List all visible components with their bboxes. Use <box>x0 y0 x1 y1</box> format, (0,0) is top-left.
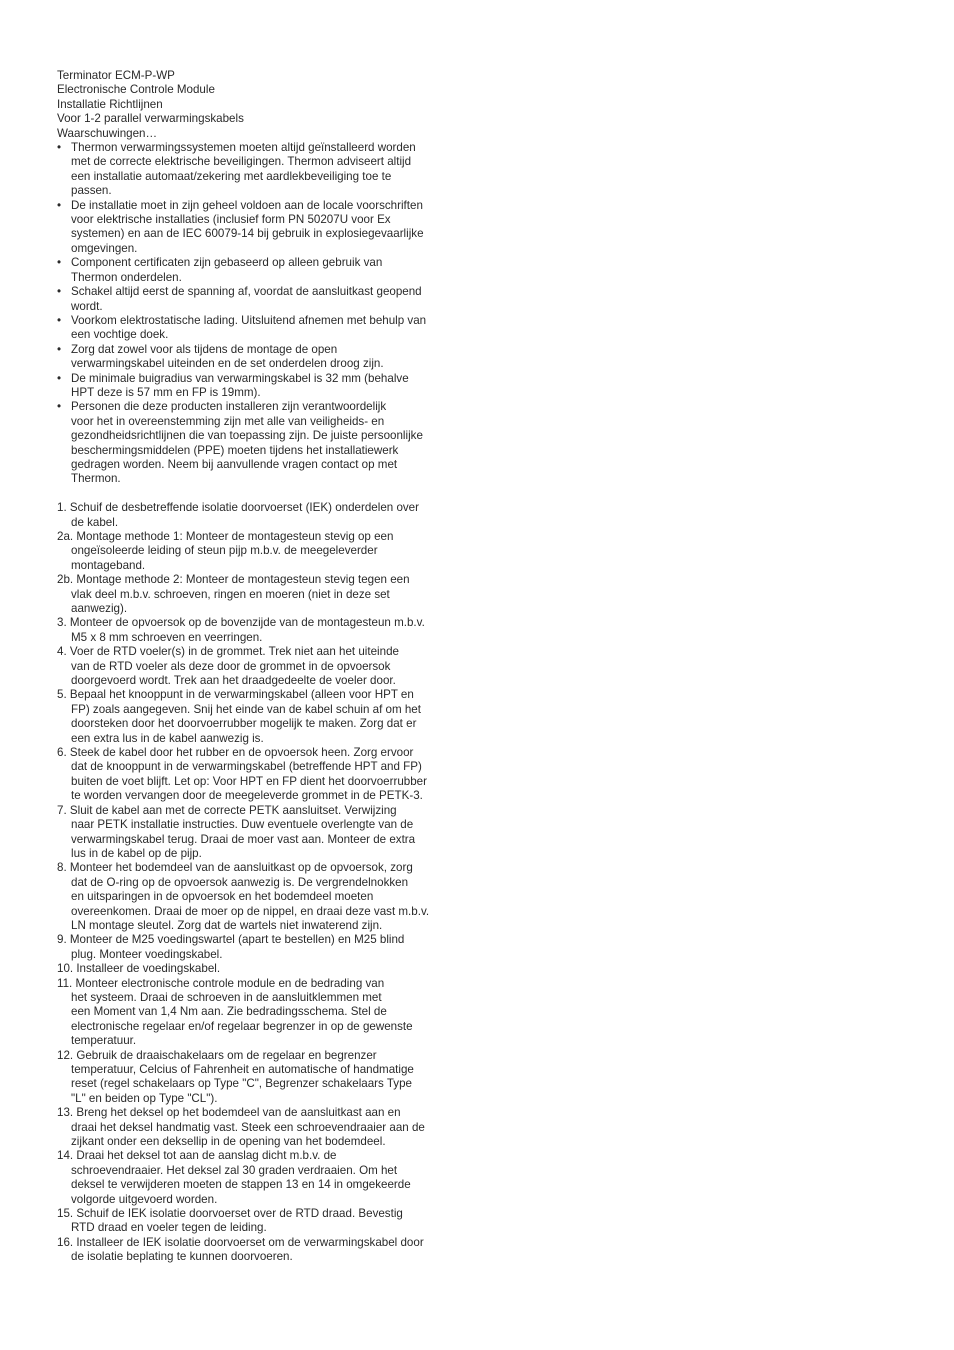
step-line: te worden vervangen door de meegeleverde grommet in de PETK-3. <box>71 789 423 803</box>
bullet-marker: • <box>57 371 62 385</box>
step-line: dat de O-ring op de opvoersok aanwezig is. De vergrendelnokken <box>71 875 409 889</box>
step-line: 1. Schuif de desbetreffende isolatie doorvoerset (IEK) onderdelen over <box>57 501 419 515</box>
step-item <box>57 573 477 616</box>
step-line: verwarmingskabel terug. Draai de moer vast aan. Monteer de extra <box>71 832 416 846</box>
step-line: overeenkomen. Draai de moer op de nippel, en draai deze vast m.b.v. <box>71 904 430 918</box>
step-line: naar PETK installatie instructies. Duw eventuele overlengte van de <box>71 818 414 832</box>
warning-line: wordt. <box>71 299 103 313</box>
header-line: Installatie Richtlijnen <box>57 97 163 111</box>
step-line: 7. Sluit de kabel aan met de correcte PETK aansluitset. Verwijzing <box>57 803 397 817</box>
warning-line: beschermingsmiddelen (PPE) moeten tijdens het installatiewerk <box>71 443 399 457</box>
section-spacer <box>57 487 477 501</box>
step-item <box>57 1207 477 1236</box>
warning-item <box>57 256 477 285</box>
step-item <box>57 933 477 962</box>
step-line: 15. Schuif de IEK isolatie doorvoerset over de RTD draad. Bevestig <box>57 1207 403 1221</box>
installation-steps <box>57 501 477 1265</box>
step-item <box>57 1236 477 1265</box>
step-line: electronische regelaar en/of regelaar begrenzer in op de gewenste <box>71 1019 413 1033</box>
step-item <box>57 1049 477 1107</box>
step-line: lus in de kabel op de pijp. <box>71 846 202 860</box>
warning-item <box>57 343 477 372</box>
bullet-marker: • <box>57 141 62 155</box>
step-item <box>57 501 477 530</box>
warning-item <box>57 314 477 343</box>
warning-line: Schakel altijd eerst de spanning af, voordat de aansluitkast geopend <box>71 285 422 299</box>
step-line: de kabel. <box>71 515 119 529</box>
step-line: buiten de voet blijft. Let op: Voor HPT en FP dient het doorvoerrubber <box>71 774 427 788</box>
step-line: vlak deel m.b.v. schroeven, ringen en moeren (niet in deze set <box>71 587 390 601</box>
warning-line: Component certificaten zijn gebaseerd op alleen gebruik van <box>71 256 383 270</box>
warning-item <box>57 285 477 314</box>
step-line: "L" en beiden op Type "CL"). <box>71 1091 218 1105</box>
step-line: aanwezig). <box>71 602 128 616</box>
warning-line: Thermon onderdelen. <box>71 270 182 284</box>
header-line: Voor 1-2 parallel verwarmingskabels <box>57 112 244 126</box>
step-item <box>57 962 477 976</box>
step-line: montageband. <box>71 558 146 572</box>
warning-line: omgevingen. <box>71 241 138 255</box>
step-line: 4. Voer de RTD voeler(s) in de grommet. Trek niet aan het uiteinde <box>57 645 399 659</box>
step-line: M5 x 8 mm schroeven en veerringen. <box>71 630 263 644</box>
step-item <box>57 688 477 746</box>
warning-line: een installatie automaat/zekering met aardlekbeveiliging toe te <box>71 169 392 183</box>
step-line: doorgevoerd wordt. Trek aan het draadgedeelte de voeler door. <box>71 674 396 688</box>
bullet-marker: • <box>57 400 62 414</box>
warning-line: Voorkom elektrostatische lading. Uitsluitend afnemen met behulp van <box>71 313 427 327</box>
step-line: en uitsparingen in de opvoersok en het bodemdeel moeten <box>71 890 374 904</box>
warning-line: Thermon verwarmingssystemen moeten altijd geïnstalleerd worden <box>71 141 416 155</box>
document-page <box>57 69 477 1265</box>
header-line: Waarschuwingen… <box>57 126 158 140</box>
warning-line: voor het in overeenstemming zijn met alle van veiligheids- en <box>71 414 385 428</box>
warning-line: Personen die deze producten installeren zijn verantwoordelijk <box>71 400 387 414</box>
step-line: 12. Gebruik de draaischakelaars om de regelaar en begrenzer <box>57 1048 377 1062</box>
step-line: een extra lus in de kabel aanwezig is. <box>71 731 264 745</box>
step-line: ongeïsoleerde leiding of steun pijp m.b.v. de meegeleverder <box>71 544 378 558</box>
step-line: temperatuur. <box>71 1034 137 1048</box>
step-item <box>57 645 477 688</box>
warning-line: met de correcte elektrische beveiligingen. Thermon adviseert altijd <box>71 155 412 169</box>
warnings-list <box>57 141 477 487</box>
step-line: doorsteken door het doorvoerrubber mogelijk te maken. Zorg dat er <box>71 717 417 731</box>
step-item <box>57 1106 477 1149</box>
warning-line: gedragen worden. Neem bij aanvullende vragen contact op met <box>71 457 398 471</box>
warning-line: Zorg dat zowel voor als tijdens de montage de open <box>71 342 338 356</box>
step-line: plug. Monteer voedingskabel. <box>71 947 223 961</box>
warning-line: De installatie moet in zijn geheel voldoen aan de locale voorschriften <box>71 198 423 212</box>
step-line: 6. Steek de kabel door het rubber en de opvoersok heen. Zorg ervoor <box>57 746 414 760</box>
bullet-marker: • <box>57 285 62 299</box>
step-line: 13. Breng het deksel op het bodemdeel van de aansluitkast aan en <box>57 1106 401 1120</box>
step-line: 9. Monteer de M25 voedingswartel (apart te bestellen) en M25 blind <box>57 933 405 947</box>
warning-line: De minimale buigradius van verwarmingskabel is 32 mm (behalve <box>71 371 409 385</box>
step-item <box>57 1149 477 1207</box>
step-line: het systeem. Draai de schroeven in de aansluitklemmen met <box>71 990 382 1004</box>
warning-item <box>57 199 477 257</box>
step-line: 8. Monteer het bodemdeel van de aansluitkast op de opvoersok, zorg <box>57 861 413 875</box>
step-item <box>57 977 477 1049</box>
step-line: een Moment van 1,4 Nm aan. Zie bedradingsschema. Stel de <box>71 1005 387 1019</box>
warning-line: voor elektrische installaties (inclusief form PN 50207U voor Ex <box>71 213 391 227</box>
step-line: zijkant onder een deksellip in de opening van het bodemdeel. <box>71 1135 386 1149</box>
step-line: 16. Installeer de IEK isolatie doorvoerset om de verwarmingskabel door <box>57 1235 424 1249</box>
step-item <box>57 746 477 804</box>
warning-line: gezondheidsrichtlijnen die van toepassing zijn. De juiste persoonlijke <box>71 429 423 443</box>
warning-line: een vochtige doek. <box>71 328 169 342</box>
step-item <box>57 616 477 645</box>
warning-item <box>57 400 477 486</box>
header-line: Electronische Controle Module <box>57 83 215 97</box>
step-line: volgorde uitgevoerd worden. <box>71 1192 218 1206</box>
step-line: FP) zoals aangegeven. Snij het einde van de kabel schuin af om het <box>71 702 421 716</box>
bullet-marker: • <box>57 256 62 270</box>
step-line: 14. Draai het deksel tot aan de aanslag dicht m.b.v. de <box>57 1149 337 1163</box>
bullet-marker: • <box>57 342 62 356</box>
step-line: 3. Monteer de opvoersok op de bovenzijde van de montagesteun m.b.v. <box>57 616 425 630</box>
bullet-marker: • <box>57 313 62 327</box>
warning-item <box>57 141 477 199</box>
step-line: 5. Bepaal het knooppunt in de verwarmingskabel (alleen voor HPT en <box>57 688 414 702</box>
step-item <box>57 530 477 573</box>
step-line: LN montage sleutel. Zorg dat de wartels niet inwaterend zijn. <box>71 918 383 932</box>
warning-line: Thermon. <box>71 472 121 486</box>
step-item <box>57 861 477 933</box>
step-line: RTD draad en voeler tegen de leiding. <box>71 1221 267 1235</box>
step-line: draai het deksel handmatig vast. Steek een schroevendraaier aan de <box>71 1120 425 1134</box>
warning-line: passen. <box>71 184 112 198</box>
warning-line: verwarmingskabel uiteinden en de set onderdelen droog zijn. <box>71 357 384 371</box>
step-line: deksel te verwijderen moeten de stappen 13 en 14 in omgekeerde <box>71 1178 411 1192</box>
warning-line: systemen) en aan de IEC 60079-14 bij gebruik in explosiegevaarlijke <box>71 227 424 241</box>
step-line: de isolatie beplating te kunnen doorvoeren. <box>71 1250 293 1264</box>
warning-item <box>57 372 477 401</box>
step-line: 2a. Montage methode 1: Monteer de montagesteun stevig op een <box>57 529 394 543</box>
warning-line: HPT deze is 57 mm en FP is 19mm). <box>71 385 261 399</box>
step-item <box>57 804 477 862</box>
header-line: Terminator ECM-P-WP <box>57 69 175 82</box>
step-line: van de RTD voeler als deze door de grommet in de opvoersok <box>71 659 391 673</box>
step-line: dat de knooppunt in de verwarmingskabel (betreffende HPT and FP) <box>71 760 422 774</box>
step-line: reset (regel schakelaars op Type "C", Begrenzer schakelaars Type <box>71 1077 412 1091</box>
step-line: 11. Monteer electronische controle module en de bedrading van <box>57 976 385 990</box>
step-line: 10. Installeer de voedingskabel. <box>57 962 221 976</box>
step-line: temperatuur, Celcius of Fahrenheit en automatische of handmatige <box>71 1063 414 1077</box>
document-header <box>57 69 477 141</box>
step-line: schroevendraaier. Het deksel zal 30 graden verdraaien. Om het <box>71 1163 398 1177</box>
bullet-marker: • <box>57 198 62 212</box>
step-line: 2b. Montage methode 2: Monteer de montagesteun stevig tegen een <box>57 573 410 587</box>
